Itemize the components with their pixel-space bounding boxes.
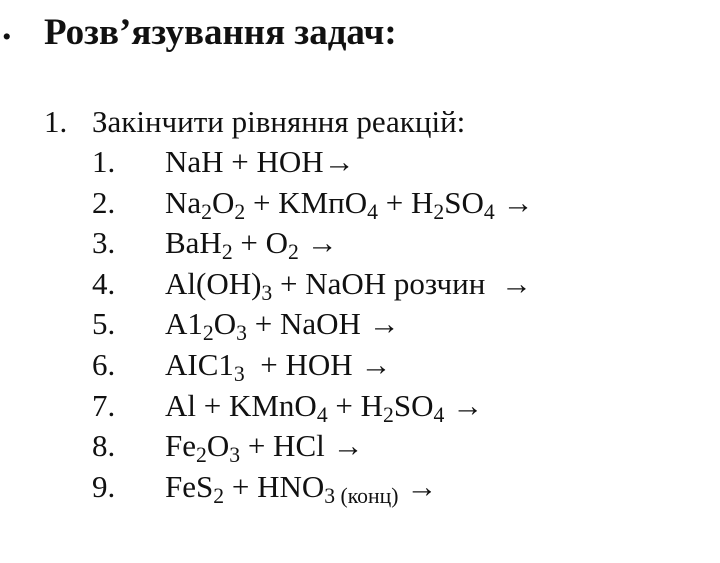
formula-text: SO (444, 184, 484, 220)
formula-text: BaH (165, 225, 222, 261)
equation-number: 1. (92, 144, 116, 179)
equation-formula (165, 428, 364, 468)
equation-formula (165, 265, 532, 305)
page-title: Розв’язування задач: (44, 12, 397, 53)
formula-text: + H (327, 387, 384, 423)
equation-formula (165, 468, 438, 508)
equation-number: 8. (92, 428, 116, 464)
formula-text: + HCl → (240, 428, 364, 464)
formula-text: + NaOH → (246, 306, 400, 342)
task-text: Закінчити рівняння реакцій: (92, 104, 466, 139)
formula-subscript: 2 (196, 443, 207, 468)
formula-text: SO (393, 387, 434, 423)
equation-number: 4. (92, 265, 116, 301)
equation-number: 9. (92, 468, 116, 504)
equation-item (92, 184, 702, 228)
equation-number: 3. (92, 225, 116, 261)
formula-subscript: 2 (433, 199, 445, 224)
formula-subscript: 4 (367, 199, 378, 224)
formula-text: NaH + HOH→ (165, 144, 355, 179)
equation-formula (165, 146, 355, 177)
equation-formula (165, 346, 392, 387)
formula-text: + HOH → (244, 346, 392, 382)
formula-text: O (213, 306, 237, 342)
formula-subscript: 2 (234, 199, 246, 224)
formula-text: O (212, 184, 235, 220)
equation-item (92, 468, 702, 512)
equation-formula (165, 225, 338, 265)
task-line (44, 106, 465, 137)
formula-subscript: 3 (229, 443, 241, 468)
equation-formula (165, 306, 400, 346)
formula-subscript: 4 (433, 402, 445, 427)
formula-subscript: 2 (383, 402, 394, 427)
equation-item (92, 265, 702, 309)
formula-text: + O (232, 225, 289, 261)
formula-text: → (298, 225, 338, 261)
equation-item (92, 146, 702, 187)
equation-item (92, 227, 702, 268)
equation-item (92, 346, 702, 390)
equation-item (92, 387, 702, 431)
formula-subscript: 2 (221, 240, 233, 265)
task-number: 1. (44, 104, 68, 139)
formula-subscript: 2 (201, 199, 212, 224)
formula-subscript: 2 (288, 240, 299, 265)
equation-number: 6. (92, 346, 116, 382)
formula-text: AIC1 (165, 346, 234, 382)
formula-subscript: 4 (316, 402, 328, 427)
formula-text: + KMпO (245, 184, 368, 220)
formula-text: → (444, 387, 484, 423)
formula-subscript: 2 (202, 321, 214, 346)
formula-subscript: 3 (236, 321, 247, 346)
formula-subscript: 3 (324, 483, 336, 508)
formula-text: FeS (165, 468, 214, 504)
formula-text: Al(OH) (165, 265, 262, 301)
formula-text: Al + KMnO (165, 387, 317, 423)
formula-text: + H (378, 184, 434, 220)
equation-formula (165, 184, 534, 224)
formula-text: O (206, 428, 230, 464)
formula-text: Na (165, 184, 202, 220)
equation-number: 7. (92, 387, 116, 423)
equation-formula (165, 387, 484, 427)
formula-note: (конц) (335, 483, 399, 508)
formula-text: + HNO (224, 468, 325, 504)
equation-list (92, 146, 702, 511)
formula-text: A1 (165, 306, 203, 342)
formula-subscript: 2 (213, 483, 225, 508)
formula-text: Fe (165, 428, 196, 464)
equation-item (92, 430, 702, 471)
equation-item (92, 308, 702, 349)
heading-bullet: . (2, 6, 12, 48)
formula-subscript: 4 (483, 199, 495, 224)
formula-subscript: 3 (233, 362, 245, 387)
equation-number: 5. (92, 306, 116, 342)
formula-text: + NaOH розчин → (272, 265, 532, 301)
formula-subscript: 3 (261, 280, 273, 305)
equation-number: 2. (92, 184, 116, 220)
formula-text: → (494, 184, 534, 220)
formula-text: → (398, 468, 438, 504)
